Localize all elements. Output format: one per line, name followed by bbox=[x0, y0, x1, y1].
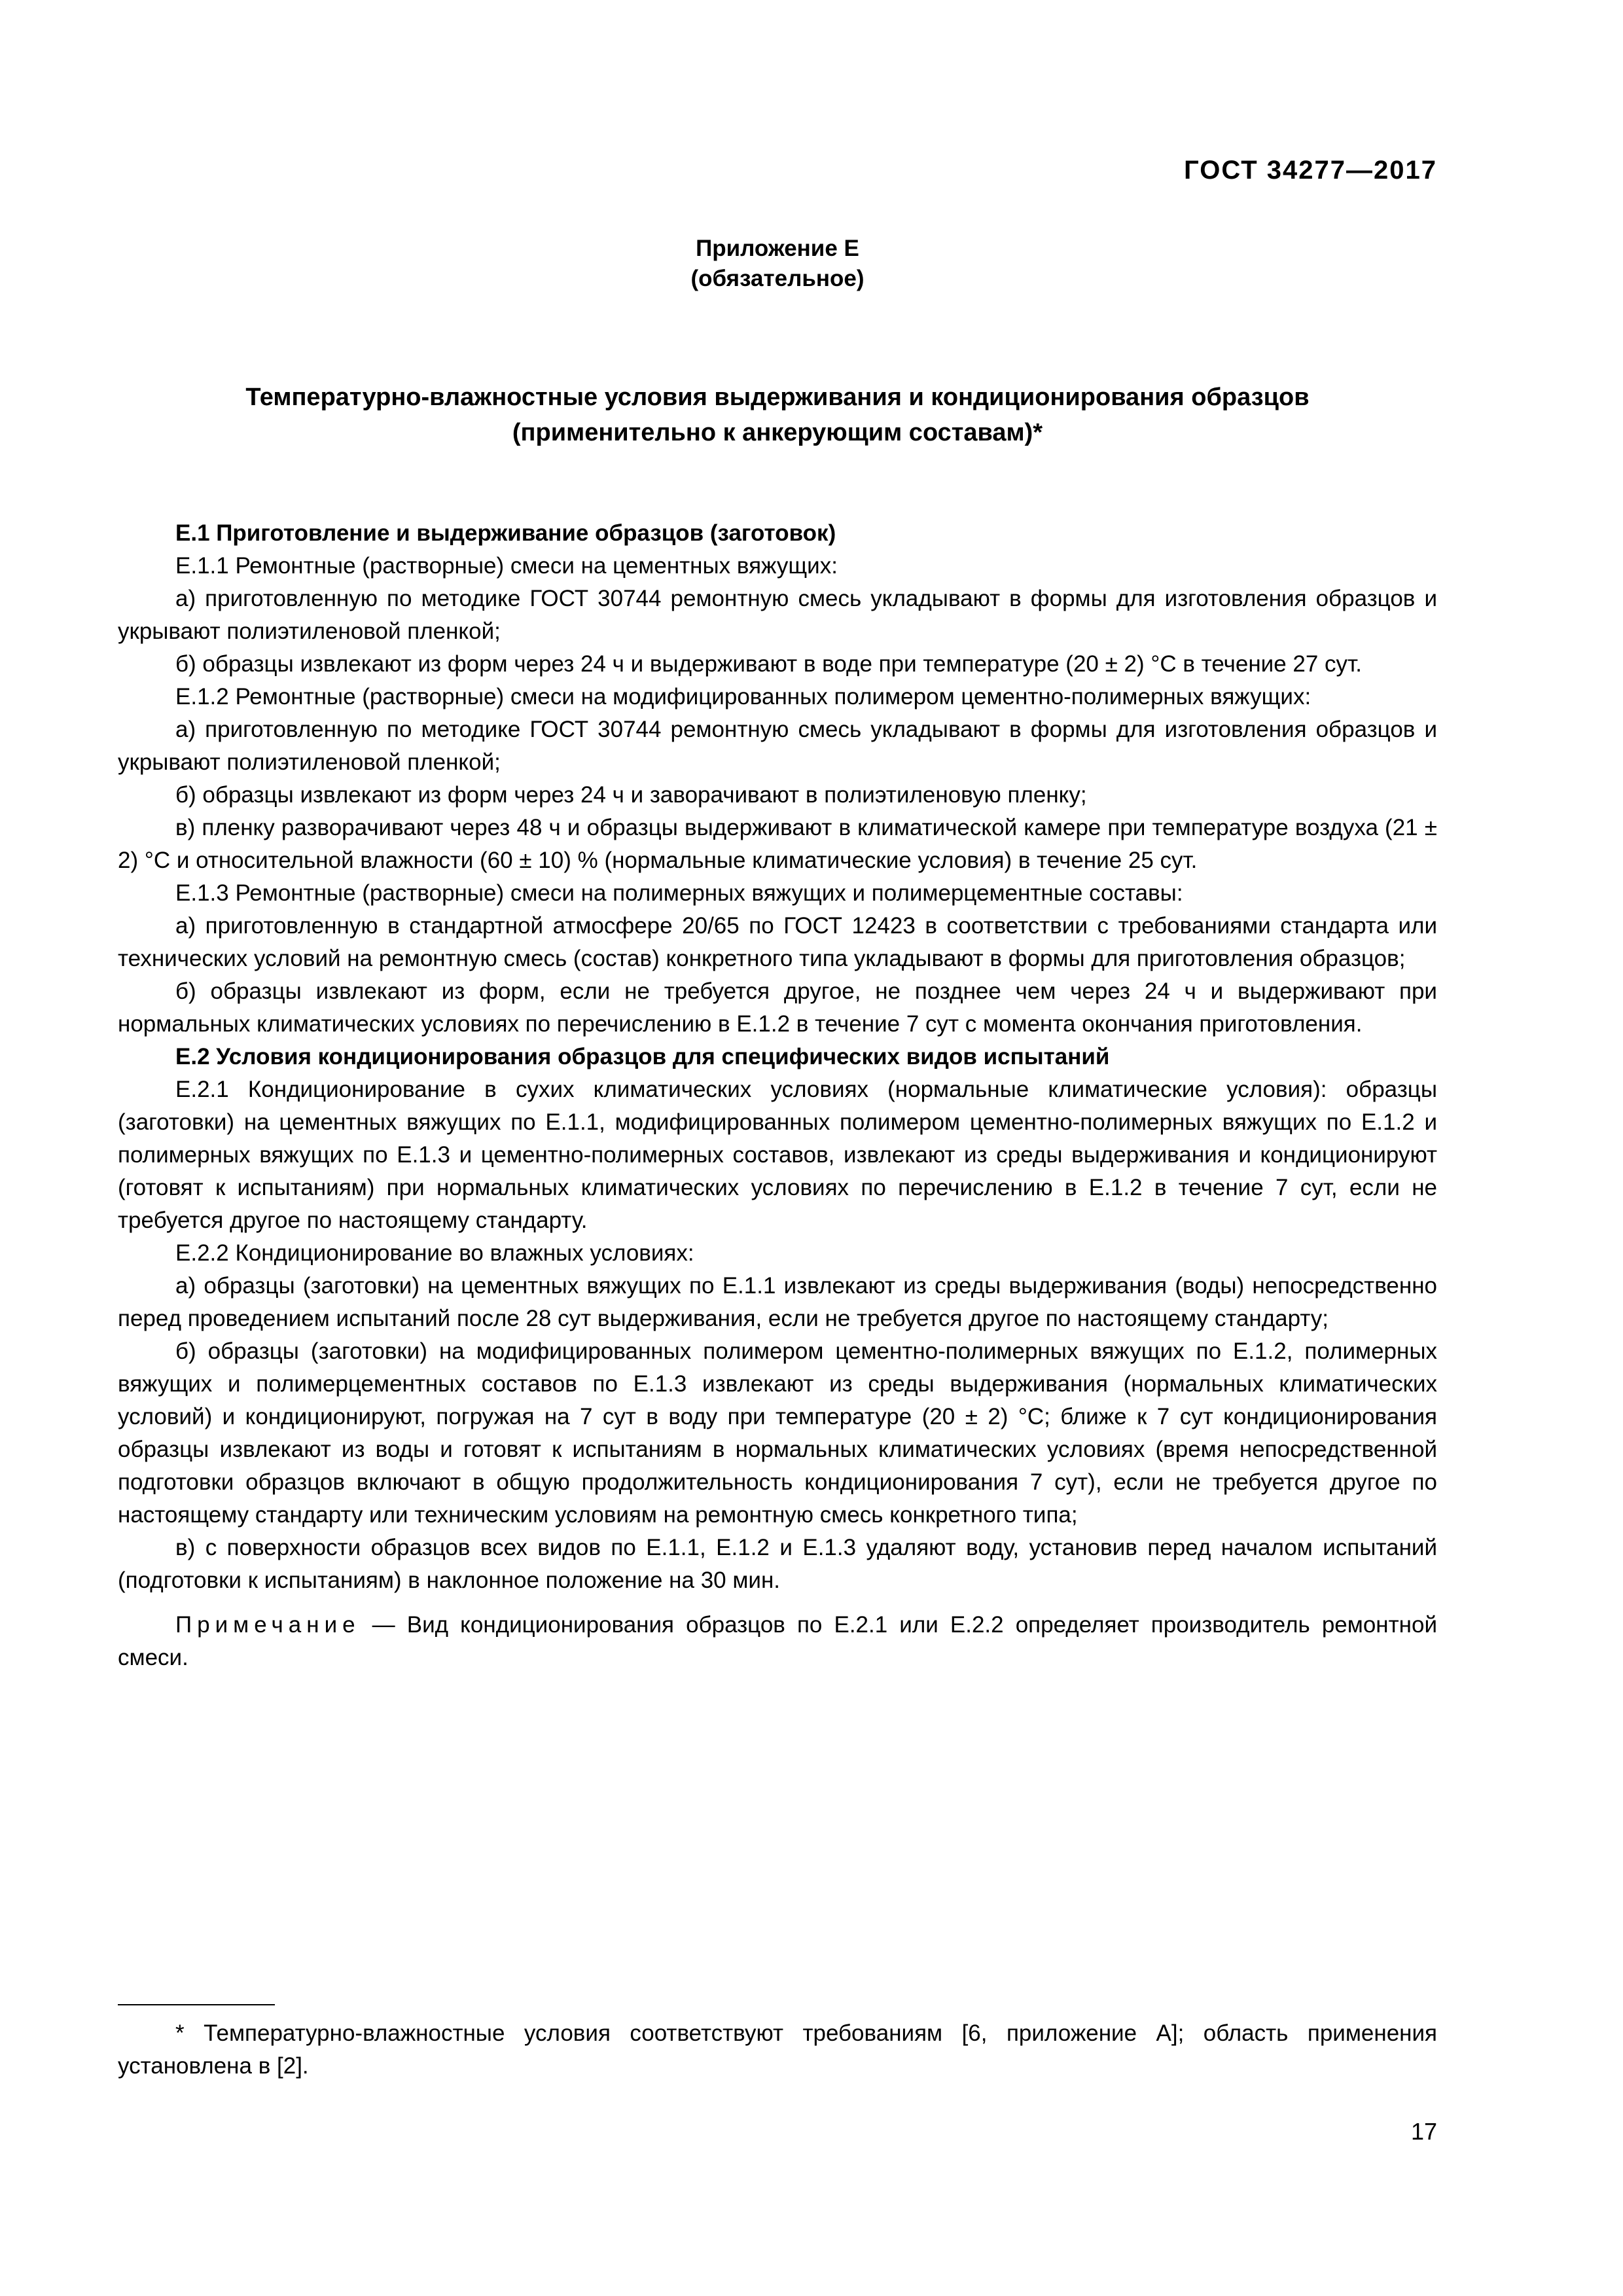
note-text: — Вид кондиционирования образцов по Е.2.1 или Е.2.2 определяет производитель ремонтной смеси. bbox=[118, 1612, 1437, 1670]
annex-title-line-2: (применительно к анкерующим составам)* bbox=[512, 419, 1043, 446]
annex-body bbox=[118, 517, 1437, 1674]
clause-e1-3-b: б) образцы извлекают из форм, если не требуется другое, не позднее чем через 24 ч и выдерживают при нормальных климатических условиях по перечислению в Е.1.2 в течение 7 сут с момента окончания приготовления. bbox=[118, 978, 1437, 1037]
section-heading-e1: Е.1 Приготовление и выдерживание образцов (заготовок) bbox=[175, 520, 836, 546]
clause-e2-2-b: б) образцы (заготовки) на модифицированных полимером цементно-полимерных вяжущих по Е.1.2, полимерных вяжущих и полимерцементных составов по Е.1.3 извлекают из среды выдерживания (нормальных климатических условий) и кондиционируют, погружая на 7 сут в воду при температуре (20 ± 2) °С; ближе к 7 сут кондиционирования образцы извлекают из воды и готовят к испытаниям в нормальных климатических условиях (время непосредственной подготовки образцов включают в общую продолжительность кондиционирования 7 сут), если не требуется другое по настоящему стандарту или техническим условиям на ремонтную смесь конкретного типа; bbox=[118, 1338, 1437, 1528]
clause-e1-2-b: б) образцы извлекают из форм через 24 ч и заворачивают в полиэтиленовую пленку; bbox=[175, 782, 1087, 808]
clause-e1-2-v: в) пленку разворачивают через 48 ч и образцы выдерживают в климатической камере при температуре воздуха (21 ± 2) °С и относительной влажности (60 ± 10) % (нормальные климатические условия) в течение 25 сут. bbox=[118, 815, 1437, 873]
clause-e2-2-a: а) образцы (заготовки) на цементных вяжущих по Е.1.1 извлекают из среды выдерживания (воды) непосредственно перед проведением испытаний после 28 сут выдерживания, если не требуется другое по настоящему стандарту; bbox=[118, 1273, 1437, 1331]
clause-e1-3-a: а) приготовленную в стандартной атмосфере 20/65 по ГОСТ 12423 в соответствии с требованиями стандарта или технических условий на ремонтную смесь (состав) конкретного типа укладывают в формы для приготовления образцов; bbox=[118, 913, 1437, 971]
clause-e1-2-a: а) приготовленную по методике ГОСТ 30744 ремонтную смесь укладывают в формы для изготовления образцов и укрывают полиэтиленовой пленкой; bbox=[118, 717, 1437, 775]
annex-status: (обязательное) bbox=[690, 266, 865, 291]
page-number: 17 bbox=[1410, 2118, 1437, 2145]
clause-e2-2-v: в) с поверхности образцов всех видов по Е.1.1, Е.1.2 и Е.1.3 удаляют воду, установив перед началом испытаний (подготовки к испытаниям) в наклонное положение на 30 мин. bbox=[118, 1535, 1437, 1593]
footnote: * Температурно-влажностные условия соответствуют требованиям [6, приложение А]; область применения установлена в [2]. bbox=[118, 2020, 1437, 2079]
annex-name: Приложение Е bbox=[696, 236, 859, 261]
clause-e1-1-a: а) приготовленную по методике ГОСТ 30744 ремонтную смесь укладывают в формы для изготовления образцов и укрывают полиэтиленовой пленкой; bbox=[118, 586, 1437, 644]
annex-title-line-1: Температурно-влажностные условия выдерживания и кондиционирования образцов bbox=[245, 384, 1310, 411]
clause-e1-3: Е.1.3 Ремонтные (растворные) смеси на полимерных вяжущих и полимерцементные составы: bbox=[175, 880, 1183, 906]
footnote-separator bbox=[118, 2004, 275, 2005]
clause-e1-1-b: б) образцы извлекают из форм через 24 ч и выдерживают в воде при температуре (20 ± 2) °С в течение 27 сут. bbox=[175, 651, 1362, 677]
annex-title bbox=[118, 380, 1437, 450]
clause-e2-1: Е.2.1 Кондиционирование в сухих климатических условиях (нормальные климатические условия): образцы (заготовки) на цементных вяжущих по Е.1.1, модифицированных полимером цементно-полимерных вяжущих по Е.1.2 и полимерных вяжущих по Е.1.3 и цементно-полимерных составов, извлекают из среды выдерживания и кондиционируют (готовят к испытаниям) при нормальных климатических условиях по перечислению в Е.1.2 в течение 7 сут, если не требуется другое по настоящему стандарту. bbox=[118, 1077, 1437, 1233]
note-label: Примечание bbox=[175, 1612, 361, 1638]
clause-e1-1: Е.1.1 Ремонтные (растворные) смеси на цементных вяжущих: bbox=[175, 553, 838, 579]
note bbox=[118, 1609, 1437, 1674]
document-code: ГОСТ 34277—2017 bbox=[1184, 156, 1437, 185]
clause-e1-2: Е.1.2 Ремонтные (растворные) смеси на модифицированных полимером цементно-полимерных вяжущих: bbox=[175, 684, 1311, 709]
section-heading-e2: Е.2 Условия кондиционирования образцов для специфических видов испытаний bbox=[175, 1044, 1110, 1069]
clause-e2-2: Е.2.2 Кондиционирование во влажных условиях: bbox=[175, 1240, 694, 1266]
